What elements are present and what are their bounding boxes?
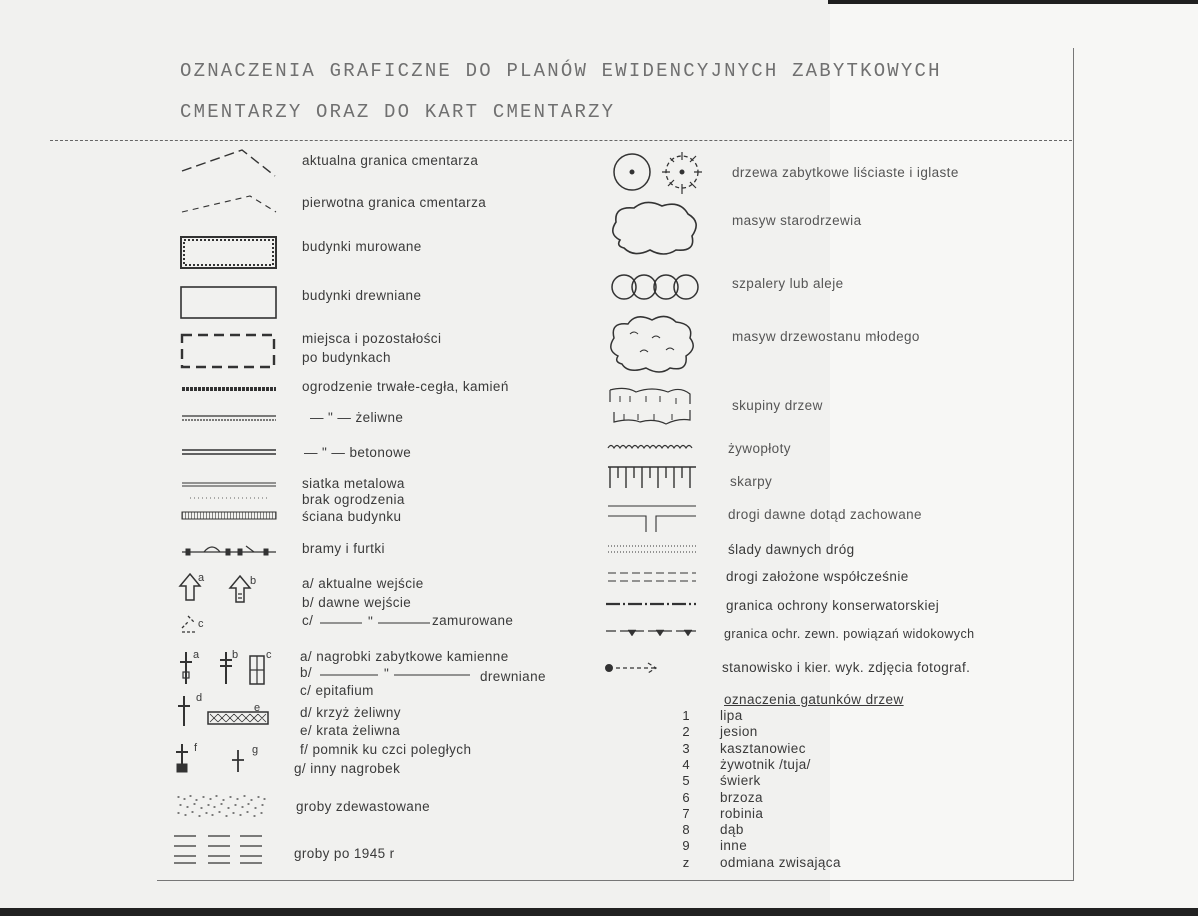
tree-groups-label: skupiny drzew	[732, 398, 823, 413]
photo-position-label: stanowisko i kier. wyk. zdjęcia fotograf.	[722, 660, 971, 675]
graves-wood-prefix: b/	[300, 665, 313, 680]
entrance-c-sub: c	[198, 618, 204, 630]
current-boundary-label: aktualna granica cmentarza	[302, 153, 479, 168]
fence-iron-symbol	[180, 413, 278, 423]
entrance-former-label: b/ dawne wejście	[302, 595, 412, 610]
graves-wood-label: drewniane	[480, 669, 546, 684]
building-remains-symbol	[180, 333, 278, 371]
building-remains-label-1: miejsca i pozostałości	[302, 331, 442, 346]
old-roads-label: drogi dawne dotąd zachowane	[728, 507, 922, 522]
original-boundary-symbol	[180, 192, 280, 216]
other-grave-g-sub: g	[252, 744, 259, 756]
devastated-graves-symbol	[176, 793, 270, 821]
species-name: odmiana zwisająca	[720, 854, 841, 870]
species-name: robinia	[720, 805, 764, 821]
landscape-boundary-symbol	[604, 626, 700, 640]
slopes-label: skarpy	[730, 474, 773, 489]
rows-alleys-label: szpalery lub aleje	[732, 276, 844, 291]
species-name: jesion	[720, 724, 758, 740]
post-1945-graves-label: groby po 1945 r	[294, 846, 395, 861]
fence-concrete-symbol	[180, 447, 278, 457]
fence-permanent-label: ogrodzenie trwałe-cegła, kamień	[302, 379, 509, 394]
no-fence-label: brak ogrodzenia	[302, 492, 405, 507]
scan-edge-bottom	[0, 908, 1198, 916]
conservation-boundary-symbol	[604, 598, 700, 610]
species-code: 5	[682, 773, 690, 789]
devastated-graves-label: groby zdewastowane	[296, 799, 431, 814]
graves-stone-label: a/ nagrobki zabytkowe kamienne	[300, 649, 509, 664]
monument-f-sub: f	[194, 742, 198, 754]
graves-b-sub: b	[232, 649, 239, 661]
modern-roads-label: drogi założone współcześnie	[726, 569, 909, 584]
rows-alleys-symbol	[610, 272, 702, 302]
road-traces-symbol	[606, 543, 698, 555]
species-name: inne	[720, 838, 748, 854]
grille-e-sub: e	[254, 702, 261, 714]
species-code: 6	[682, 789, 690, 805]
old-stand-symbol	[606, 200, 702, 260]
young-stand-label: masyw drzewostanu młodego	[732, 329, 920, 344]
building-remains-label-2: po budynkach	[302, 350, 391, 365]
historic-trees-symbol	[610, 150, 710, 200]
species-name: żywotnik /tuja/	[720, 756, 811, 772]
species-name: kasztanowiec	[720, 740, 806, 756]
old-roads-symbol	[606, 500, 698, 534]
page-title-line-1: OZNACZENIA GRAFICZNE DO PLANÓW EWIDENCYJNYCH ZABYTKOWYCH	[180, 60, 942, 82]
species-code: z	[682, 854, 690, 870]
graves-wood-ditto: "	[384, 666, 390, 681]
other-grave-label: g/ inny nagrobek	[294, 761, 401, 776]
masonry-building-symbol	[180, 236, 278, 270]
photo-position-symbol	[604, 660, 664, 676]
fence-mesh-wall-symbols	[180, 480, 278, 520]
entrance-walled-label: zamurowane	[432, 613, 514, 628]
modern-roads-symbol	[606, 570, 698, 584]
fence-concrete-label: — " — betonowe	[304, 445, 412, 460]
cross-iron-label: d/ krzyż żeliwny	[300, 705, 401, 720]
entrance-walled-prefix: c/	[302, 613, 314, 628]
species-name: lipa	[720, 708, 743, 723]
fence-iron-label: — " — żeliwne	[310, 410, 404, 425]
masonry-buildings-label: budynki murowane	[302, 239, 422, 254]
entrance-walled-dash	[320, 621, 430, 625]
grille-iron-label: e/ krata żeliwna	[300, 723, 401, 738]
slopes-symbol	[606, 464, 698, 492]
monument-fallen-label: f/ pomnik ku czci poległych	[300, 742, 472, 757]
species-heading: oznaczenia gatunków drzew	[724, 692, 904, 707]
entrance-current-label: a/ aktualne wejście	[302, 576, 424, 591]
wooden-building-symbol	[180, 286, 278, 320]
young-stand-symbol	[606, 312, 698, 376]
species-code: 4	[682, 756, 690, 772]
cross-d-sub: d	[196, 692, 203, 704]
wooden-buildings-label: budynki drewniane	[302, 288, 422, 303]
species-code: 9	[682, 838, 690, 854]
page-title-line-2: CMENTARZY ORAZ DO KART CMENTARZY	[180, 101, 616, 123]
hedges-symbol	[606, 440, 698, 454]
original-boundary-label: pierwotna granica cmentarza	[302, 195, 487, 210]
graves-c-sub: c	[266, 649, 272, 661]
hedges-label: żywopłoty	[728, 441, 791, 456]
road-traces-label: ślady dawnych dróg	[728, 542, 855, 557]
species-code: 2	[682, 724, 690, 740]
gates-label: bramy i furtki	[302, 541, 385, 556]
species-code: 7	[682, 805, 690, 821]
species-name: dąb	[720, 822, 744, 838]
post-1945-graves-symbol	[172, 832, 266, 866]
entrance-a-sub: a	[198, 572, 205, 584]
building-wall-label: ściana budynku	[302, 509, 402, 524]
fence-mesh-label: siatka metalowa	[302, 476, 405, 491]
epitaph-label: c/ epitafium	[300, 683, 374, 698]
graves-a-sub: a	[193, 649, 200, 661]
entrance-walled-ditto: "	[368, 614, 374, 629]
old-stand-label: masyw starodrzewia	[732, 213, 862, 228]
monument-other-symbols	[172, 740, 252, 776]
conservation-boundary-label: granica ochrony konserwatorskiej	[726, 598, 940, 613]
tree-groups-symbol	[606, 384, 698, 428]
landscape-boundary-label: granica ochr. zewn. powiązań widokowych	[724, 627, 975, 641]
title-divider	[50, 140, 1072, 141]
entrance-symbols	[180, 572, 280, 642]
entrance-b-sub: b	[250, 575, 257, 587]
species-code: 8	[682, 822, 690, 838]
historic-graves-symbols	[176, 648, 276, 688]
historic-trees-label: drzewa zabytkowe liściaste i iglaste	[732, 165, 959, 180]
species-code: 1	[682, 708, 690, 723]
species-name: brzoza	[720, 789, 763, 805]
graves-wood-dash	[320, 673, 470, 677]
current-boundary-symbol	[180, 146, 280, 178]
species-name: świerk	[720, 773, 761, 789]
species-code: 3	[682, 740, 690, 756]
gates-symbol	[180, 540, 278, 558]
fence-permanent-symbol	[180, 384, 278, 394]
